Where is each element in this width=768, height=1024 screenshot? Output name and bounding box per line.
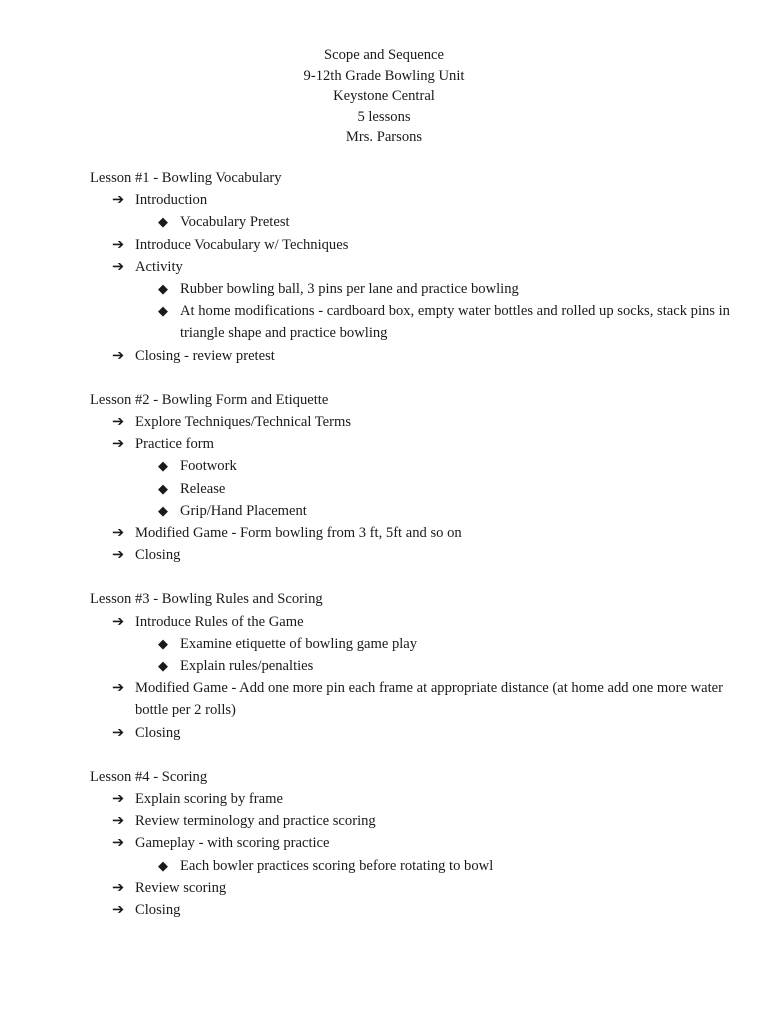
sub-list-item-text: Footwork [180,458,237,475]
lesson-section [90,588,730,743]
header-title: Scope and Sequence [324,47,444,63]
list-item [90,877,730,899]
lesson-section [90,389,730,567]
sub-list-item-text: Release [180,480,226,497]
list-item-text: Modified Game - Form bowling from 3 ft, 5ft and so on [135,525,462,542]
diamond-bullet-icon: ◆ [158,214,168,230]
lesson-title: Lesson #2 - Bowling Form and Etiquette [90,391,329,408]
header-lesson-count: 5 lessons [357,108,411,125]
list-item-text: Practice form [135,436,215,453]
list-item-text: Review scoring [135,879,227,896]
arrow-bullet-icon: ➔ [112,347,125,364]
lesson-title: Lesson #1 - Bowling Vocabulary [90,170,282,186]
arrow-bullet-icon: ➔ [112,258,125,275]
list-item-text: Modified Game - Add one more pin each frame at appropriate distance (at home add one more water bottle per 2 rolls) [135,680,723,719]
list-item [90,189,730,211]
list-item [90,544,730,566]
arrow-bullet-icon: ➔ [112,835,125,852]
diamond-bullet-icon: ◆ [158,635,168,651]
diamond-bullet-icon: ◆ [158,281,168,297]
list-item-text: Closing - review pretest [135,347,275,364]
diamond-bullet-icon: ◆ [158,857,168,873]
lesson-section [90,167,730,367]
arrow-bullet-icon: ➔ [112,879,125,896]
list-item [90,256,730,278]
arrow-bullet-icon: ➔ [112,813,125,830]
diamond-bullet-icon: ◆ [158,658,168,674]
arrow-bullet-icon: ➔ [112,613,125,630]
arrow-bullet-icon: ➔ [112,547,125,564]
diamond-bullet-icon: ◆ [158,458,168,474]
sub-list-item [90,211,730,233]
list-item [90,433,730,455]
arrow-bullet-icon: ➔ [112,525,125,542]
list-item [90,810,730,832]
sub-list-item [90,633,730,655]
arrow-bullet-icon: ➔ [112,791,125,808]
sub-list-item-text: Rubber bowling ball, 3 pins per lane and practice bowling [180,281,519,298]
sub-list-item [90,278,730,300]
document-header [0,45,768,148]
list-item [90,899,730,921]
list-item [90,345,730,367]
arrow-bullet-icon: ➔ [112,236,125,253]
sub-list-item [90,478,730,500]
list-item [90,522,730,544]
list-item-text: Introduce Rules of the Game [135,613,304,630]
list-item-text: Explain scoring by frame [135,791,283,808]
list-item-text: Gameplay - with scoring practice [135,835,330,852]
list-item [90,611,730,633]
sub-list-item-text: At home modifications - cardboard box, empty water bottles and rolled up socks, stack pins in triangle shape and practice bowling [180,303,730,342]
sub-list-item [90,655,730,677]
arrow-bullet-icon: ➔ [112,902,125,919]
list-item-text: Review terminology and practice scoring [135,813,376,830]
list-item-text: Closing [135,724,181,741]
arrow-bullet-icon: ➔ [112,724,125,741]
sub-list-item [90,300,730,344]
arrow-bullet-icon: ➔ [112,192,125,209]
diamond-bullet-icon: ◆ [158,502,168,518]
arrow-bullet-icon: ➔ [112,436,125,453]
lesson-title: Lesson #3 - Bowling Rules and Scoring [90,591,323,608]
list-item [90,832,730,854]
list-item [90,411,730,433]
list-item-text: Closing [135,902,181,919]
sub-list-item-text: Grip/Hand Placement [180,502,307,519]
sub-list-item-text: Examine etiquette of bowling game play [180,635,418,652]
header-grade-unit: 9-12th Grade Bowling Unit [303,67,465,84]
header-school: Keystone Central [333,88,435,105]
diamond-bullet-icon: ◆ [158,480,168,496]
diamond-bullet-icon: ◆ [158,303,168,319]
list-item [90,234,730,256]
lesson-title: Lesson #4 - Scoring [90,768,208,785]
sub-list-item-text: Each bowler practices scoring before rotating to bowl [180,857,494,874]
sub-list-item [90,455,730,477]
sub-list-item [90,855,730,877]
list-item-text: Introduction [135,192,208,209]
list-item-text: Closing [135,547,181,564]
arrow-bullet-icon: ➔ [112,680,125,697]
sub-list-item [90,500,730,522]
arrow-bullet-icon: ➔ [112,414,125,431]
lesson-list [90,167,730,943]
list-item [90,788,730,810]
lesson-section [90,766,730,921]
sub-list-item-text: Explain rules/penalties [180,658,314,675]
sub-list-item-text: Vocabulary Pretest [180,214,290,231]
list-item-text: Introduce Vocabulary w/ Techniques [135,236,349,253]
header-teacher: Mrs. Parsons [345,129,423,146]
list-item-text: Activity [135,258,183,275]
list-item-text: Explore Techniques/Technical Terms [135,414,352,431]
list-item [90,677,730,721]
list-item [90,722,730,744]
